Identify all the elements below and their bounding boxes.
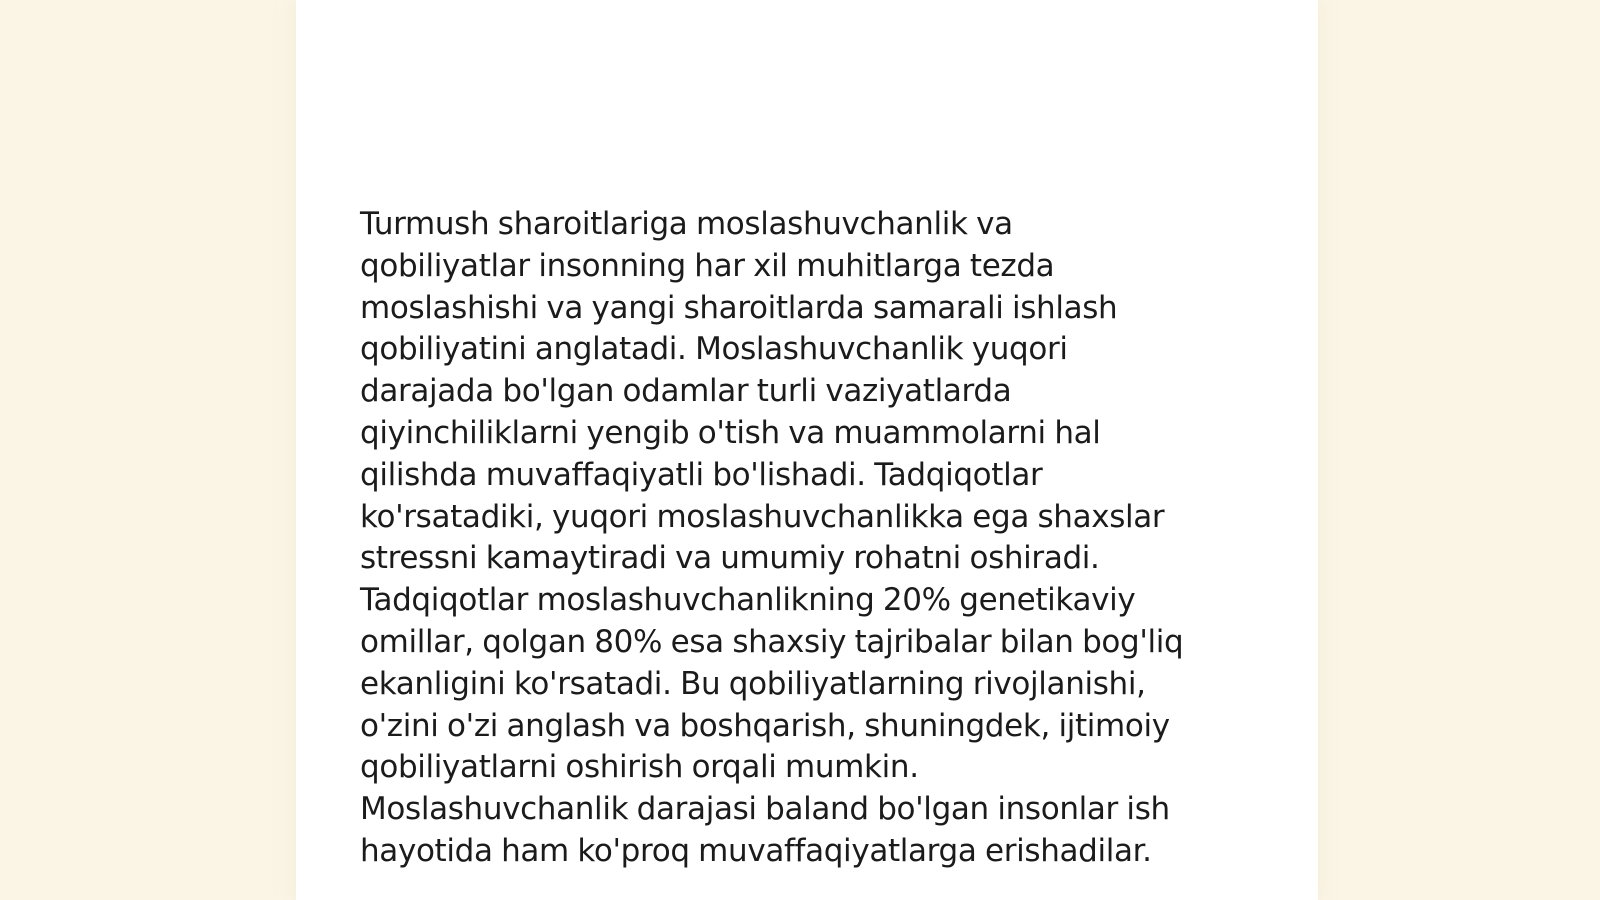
paragraph-line: qilishda muvaffaqiyatli bo'lishadi. Tadqiqotlar <box>360 456 1043 493</box>
paragraph-line: omillar, qolgan 80% esa shaxsiy tajribalar bilan bog'liq <box>360 623 1184 660</box>
paragraph-line: o'zini o'zi anglash va boshqarish, shuningdek, ijtimoiy <box>360 707 1170 744</box>
paragraph-line: qobiliyatini anglatadi. Moslashuvchanlik yuqori <box>360 331 1068 368</box>
paragraph-line: darajada bo'lgan odamlar turli vaziyatlarda <box>360 373 1012 410</box>
paragraph-line: qobiliyatlar insonning har xil muhitlarga tezda <box>360 247 1055 284</box>
paragraph-line: Tadqiqotlar moslashuvchanlikning 20% genetikaviy <box>360 582 1136 619</box>
body-paragraph <box>360 204 1260 873</box>
paragraph-line: hayotida ham ko'proq muvaffaqiyatlarga erishadilar. <box>360 832 1152 869</box>
paragraph-line: qiyinchiliklarni yengib o'tish va muammolarni hal <box>360 414 1101 451</box>
document-page <box>296 0 1318 900</box>
paragraph-line: ekanligini ko'rsatadi. Bu qobiliyatlarning rivojlanishi, <box>360 665 1146 702</box>
paragraph-line: Moslashuvchanlik darajasi baland bo'lgan insonlar ish <box>360 791 1170 828</box>
paragraph-line: stressni kamaytiradi va umumiy rohatni oshiradi. <box>360 540 1100 577</box>
paragraph-line: qobiliyatlarni oshirish orqali mumkin. <box>360 749 919 786</box>
paragraph-line: ko'rsatadiki, yuqori moslashuvchanlikka ega shaxslar <box>360 498 1165 535</box>
paragraph-line: moslashishi va yangi sharoitlarda samarali ishlash <box>360 289 1118 326</box>
paragraph-line: Turmush sharoitlariga moslashuvchanlik va <box>360 206 1013 242</box>
